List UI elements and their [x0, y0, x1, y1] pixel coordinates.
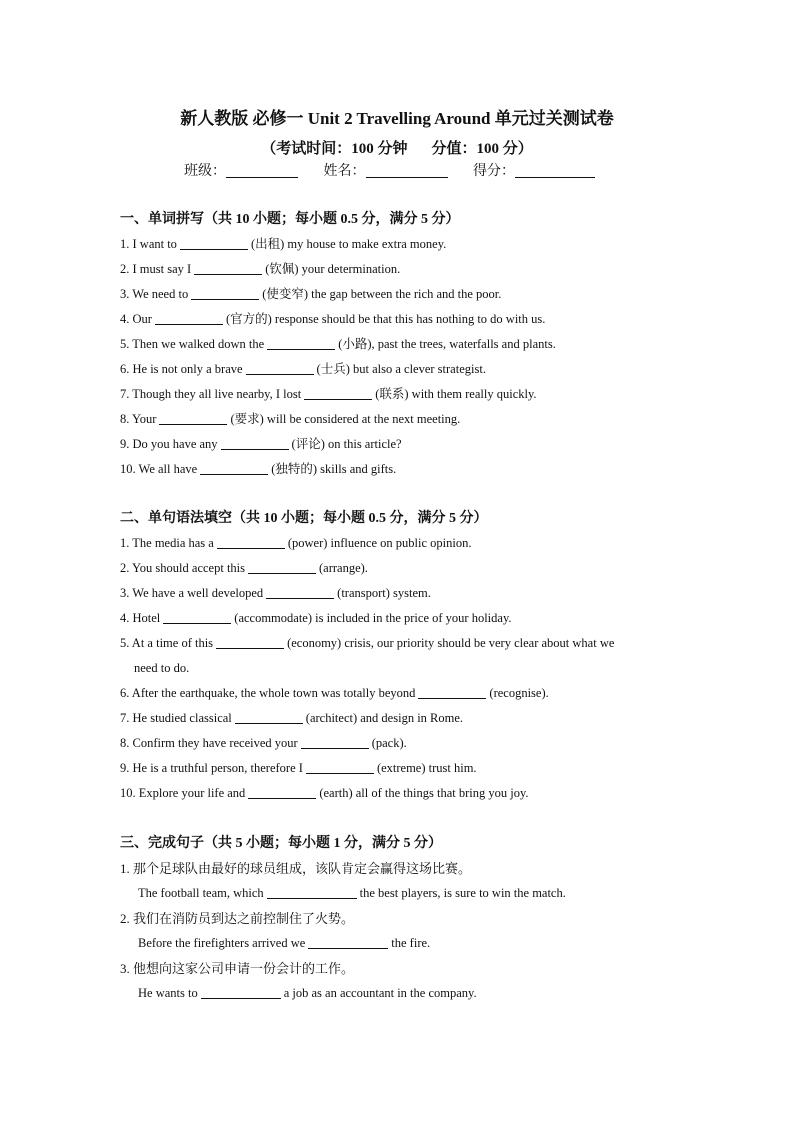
question-prompt-cn: 3. 他想向这家公司申请一份会计的工作。	[120, 961, 355, 976]
score-label: 得分：	[473, 164, 515, 179]
question-item: 10. We all have (独特的) skills and gifts.	[120, 462, 397, 476]
question-item: 9. Do you have any (评论) on this article?	[120, 437, 402, 451]
question-item: He wants to a job as an accountant in the company.	[138, 986, 477, 1000]
exam-score: 分值：100 分）	[431, 141, 533, 157]
question-item: 10. Explore your life and (earth) all of the things that bring you joy.	[120, 786, 529, 800]
answer-blank[interactable]	[304, 386, 372, 400]
answer-blank[interactable]	[155, 311, 223, 325]
answer-blank[interactable]	[248, 560, 316, 574]
answer-blank[interactable]	[221, 436, 289, 450]
answer-blank[interactable]	[194, 261, 262, 275]
score-field[interactable]	[515, 163, 595, 178]
question-item: 7. Though they all live nearby, I lost (联系) with them really quickly.	[120, 387, 537, 401]
class-label: 班级：	[184, 164, 226, 179]
question-item: The football team, which the best players, is sure to win the match.	[138, 886, 566, 900]
section-sentence-completion	[120, 832, 690, 1006]
answer-blank[interactable]	[180, 236, 248, 250]
question-item: 8. Your (要求) will be considered at the next meeting.	[120, 412, 461, 426]
question-item: 8. Confirm they have received your (pack).	[120, 736, 407, 750]
question-item: 5. Then we walked down the (小路), past the trees, waterfalls and plants.	[120, 337, 556, 351]
answer-blank[interactable]	[201, 985, 281, 999]
question-item: 2. I must say I (钦佩) your determination.	[120, 262, 401, 276]
question-item: 1. The media has a (power) influence on public opinion.	[120, 536, 472, 550]
answer-blank[interactable]	[200, 461, 268, 475]
answer-blank[interactable]	[159, 411, 227, 425]
question-item: 6. He is not only a brave (士兵) but also a clever strategist.	[120, 362, 486, 376]
answer-blank[interactable]	[217, 535, 285, 549]
answer-blank[interactable]	[418, 685, 486, 699]
answer-blank[interactable]	[267, 336, 335, 350]
answer-blank[interactable]	[163, 610, 231, 624]
answer-blank[interactable]	[266, 585, 334, 599]
question-item: 4. Our (官方的) response should be that this has nothing to do with us.	[120, 312, 546, 326]
answer-blank[interactable]	[191, 286, 259, 300]
class-field[interactable]	[226, 163, 298, 178]
question-prompt-cn: 2. 我们在消防员到达之前控制住了火势。	[120, 911, 355, 926]
question-item-continued: need to do.	[134, 661, 190, 675]
answer-blank[interactable]	[216, 635, 284, 649]
question-item: 3. We need to (使变窄) the gap between the rich and the poor.	[120, 287, 502, 301]
section-heading: 二、单句语法填空（共 10 小题；每小题 0.5 分，满分 5 分）	[120, 511, 488, 526]
student-info-line	[184, 160, 617, 180]
answer-blank[interactable]	[306, 760, 374, 774]
name-label: 姓名：	[323, 164, 366, 179]
answer-blank[interactable]	[308, 935, 388, 949]
question-item: 7. He studied classical (architect) and design in Rome.	[120, 711, 464, 725]
question-item: 6. After the earthquake, the whole town was totally beyond (recognise).	[120, 686, 549, 700]
answer-blank[interactable]	[301, 735, 369, 749]
section-word-spelling	[120, 208, 690, 482]
question-prompt-cn: 1. 那个足球队由最好的球员组成，该队肯定会赢得这场比赛。	[120, 861, 472, 876]
answer-blank[interactable]	[267, 885, 357, 899]
section-grammar-fill	[120, 507, 690, 806]
question-item: Before the firefighters arrived we the fire.	[138, 936, 431, 950]
page-title: 新人教版 必修一 Unit 2 Travelling Around 单元过关测试卷	[180, 109, 614, 128]
section-heading: 三、完成句子（共 5 小题；每小题 1 分，满分 5 分）	[120, 836, 442, 851]
question-item: 2. You should accept this (arrange).	[120, 561, 368, 575]
answer-blank[interactable]	[246, 361, 314, 375]
question-item: 1. I want to (出租) my house to make extra money.	[120, 237, 447, 251]
question-item: 3. We have a well developed (transport) system.	[120, 586, 431, 600]
answer-blank[interactable]	[235, 710, 303, 724]
exam-time: （考试时间：100 分钟	[261, 141, 408, 157]
section-heading: 一、单词拼写（共 10 小题；每小题 0.5 分，满分 5 分）	[120, 212, 460, 227]
name-field[interactable]	[366, 163, 448, 178]
answer-blank[interactable]	[248, 785, 316, 799]
exam-info	[0, 137, 794, 158]
question-item: 4. Hotel (accommodate) is included in the price of your holiday.	[120, 611, 512, 625]
question-item: 9. He is a truthful person, therefore I (extreme) trust him.	[120, 761, 477, 775]
question-item: 5. At a time of this (economy) crisis, our priority should be very clear about what we	[120, 636, 615, 650]
